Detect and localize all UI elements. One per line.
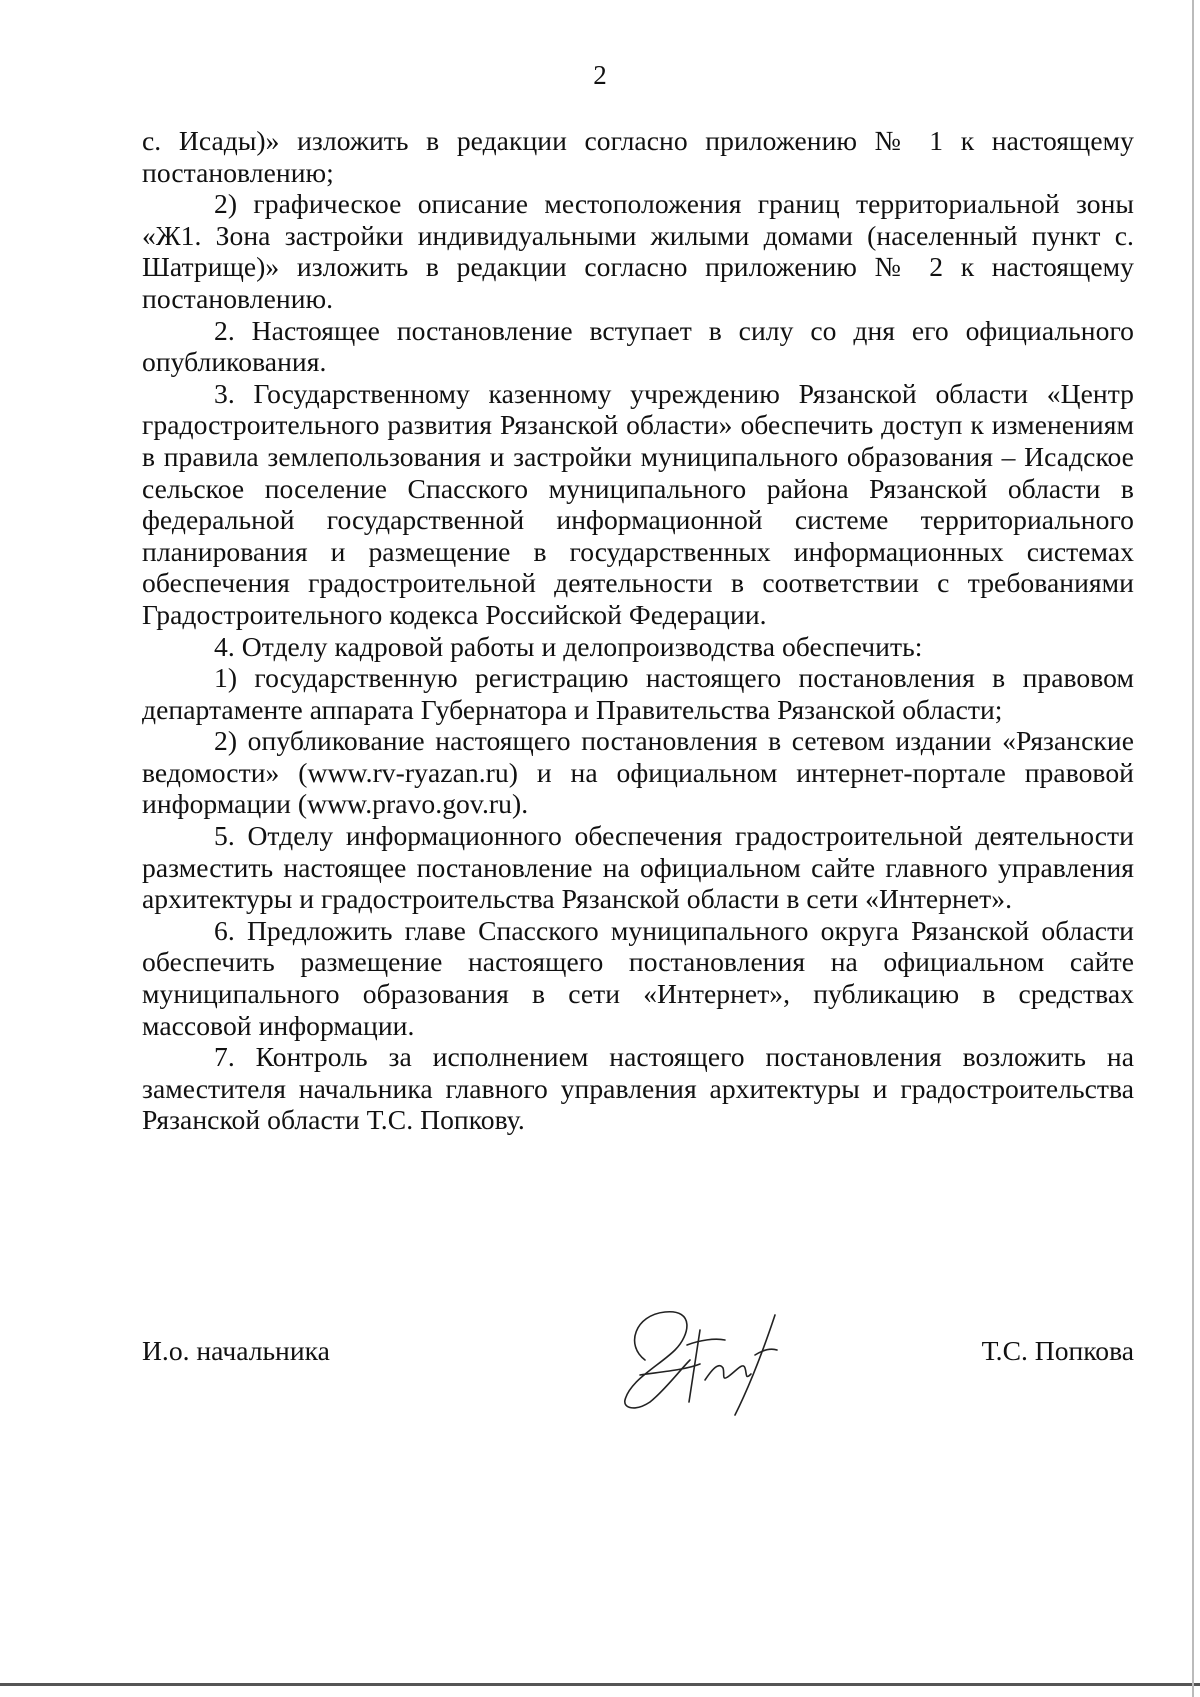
- signatory-position: И.о. начальника: [142, 1335, 330, 1366]
- document-body: [142, 125, 1134, 1136]
- page-number: 2: [593, 60, 607, 90]
- paragraph: 7. Контроль за исполнением настоящего постановления возложить на заместителя начальника главного управления архитектуры и градостроительства Рязанской области Т.С. Попкову.: [142, 1041, 1134, 1136]
- paragraph: 2. Настоящее постановление вступает в силу со дня его официального опубликования.: [142, 314, 1134, 378]
- paragraph: 6. Предложить главе Спасского муниципального округа Рязанской области обеспечить размещение настоящего постановления на официальном сайте муниципального образования в сети «Интернет», публикацию в средствах массовой информации.: [142, 914, 1134, 1041]
- paragraph: 2) графическое описание местоположения границ территориальной зоны «Ж1. Зона застройки индивидуальными жилыми домами (населенный пункт с. Шатрище)» изложить в редакции согласно приложению № 2 к настоящему постановлению.: [142, 188, 1134, 314]
- paragraph: 5. Отделу информационного обеспечения градостроительной деятельности разместить настоящее постановление на официальном сайте главного управления архитектуры и градостроительства Рязанской области в сети «Интернет».: [142, 820, 1134, 915]
- paragraph: 3. Государственному казенному учреждению Рязанской области «Центр градостроительного развития Рязанской области» обеспечить доступ к изменениям в правила землепользования и застройки муниципального образования – Исадское сельское поселение Спасского муниципального района Рязанской области в федеральной государственной информационной системе территориального планирования и размещение в государственных информационных системах обеспечения градостроительной деятельности в соответствии с требованиями Градостроительного кодекса Российской Федерации.: [142, 377, 1134, 630]
- page-bottom-edge: [0, 1683, 1200, 1686]
- signatory-name: Т.С. Попкова: [981, 1335, 1134, 1366]
- handwritten-signature: [605, 1290, 805, 1420]
- paragraph: 1) государственную регистрацию настоящего постановления в правовом департаменте аппарата Губернатора и Правительства Рязанской области;: [142, 662, 1134, 725]
- page-right-edge: [1192, 0, 1194, 1697]
- paragraph: 2) опубликование настоящего постановления в сетевом издании «Рязанские ведомости» (www.rv-ryazan.ru) и на официальном интернет-портале правовой информации (www.pravo.gov.ru).: [142, 725, 1134, 820]
- paragraph: с. Исады)» изложить в редакции согласно приложению № 1 к настоящему постановлению;: [142, 125, 1134, 188]
- paragraph: 4. Отделу кадровой работы и делопроизводства обеспечить:: [214, 630, 923, 662]
